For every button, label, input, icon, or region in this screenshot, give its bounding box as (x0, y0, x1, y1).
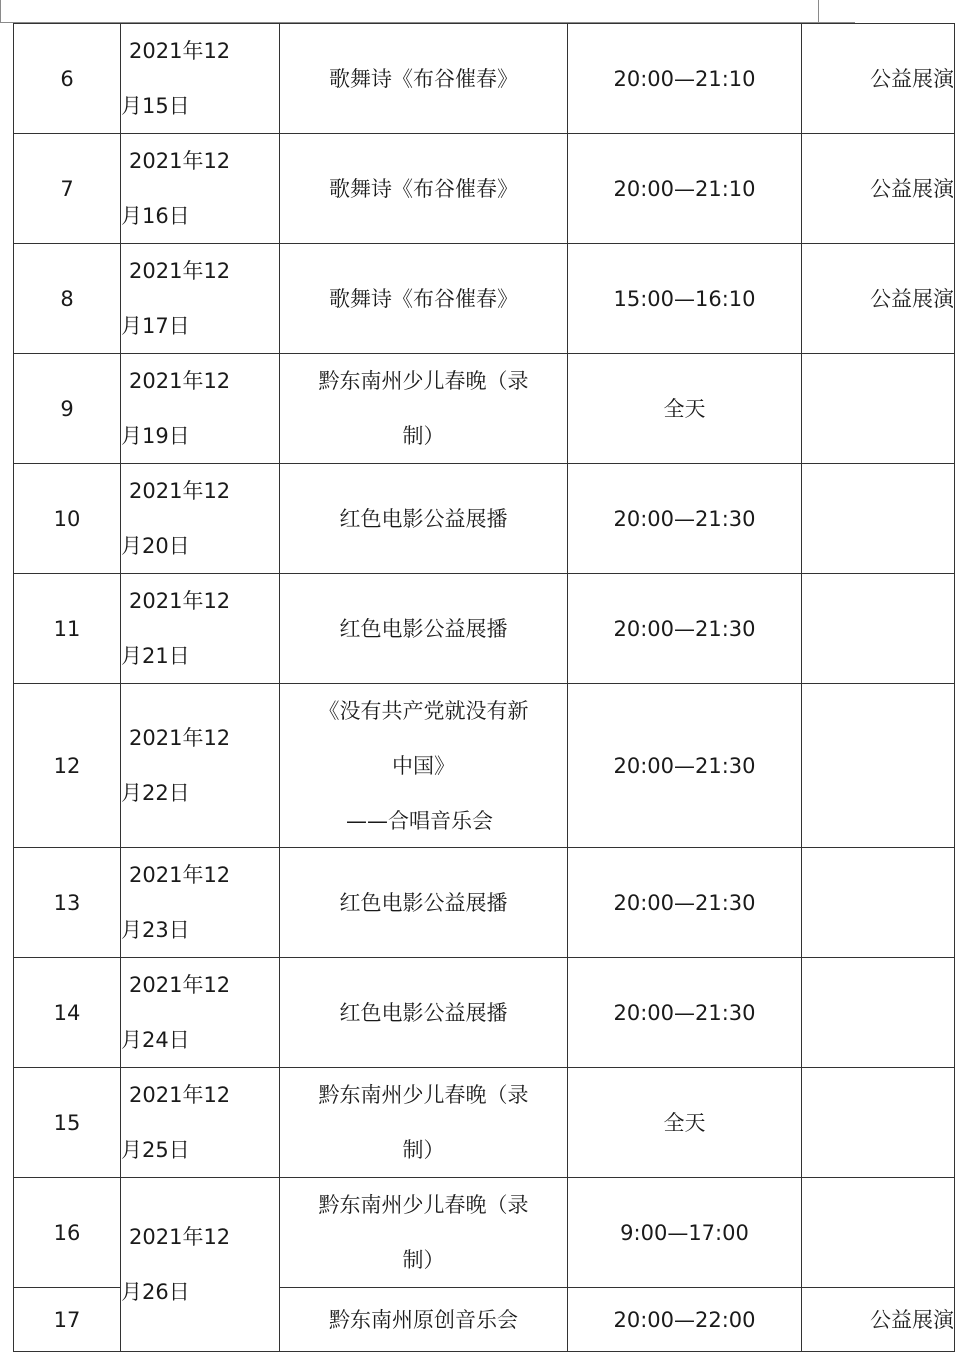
time-cell: 全天 (568, 354, 802, 464)
program-cell (280, 1288, 568, 1352)
note-cell (802, 848, 955, 958)
table-row (14, 24, 955, 134)
note-cell (802, 1178, 955, 1288)
program-line: 制） (402, 1138, 445, 1162)
date-cell (121, 574, 280, 684)
date-cell (121, 684, 280, 848)
time-cell: 20:00—21:30 (568, 848, 802, 958)
date-line-1: 2021年12 (129, 1225, 231, 1249)
note-cell (802, 1068, 955, 1178)
date-line-2: 月22日 (121, 781, 190, 805)
note-cell (802, 464, 955, 574)
time-cell: 20:00—21:30 (568, 464, 802, 574)
date-line-2: 月24日 (121, 1028, 190, 1052)
date-cell (121, 848, 280, 958)
date-cell (121, 134, 280, 244)
program-cell (280, 464, 568, 574)
date-line-1: 2021年12 (129, 1083, 231, 1107)
date-line-1: 2021年12 (129, 726, 231, 750)
program-line: 红色电影公益展播 (339, 1000, 508, 1025)
date-cell (121, 1068, 280, 1178)
time-cell: 20:00—22:00 (568, 1288, 802, 1352)
row-number: 12 (14, 684, 121, 848)
date-line-2: 月26日 (121, 1280, 190, 1304)
program-cell (280, 574, 568, 684)
note-cell (802, 574, 955, 684)
date-cell (121, 244, 280, 354)
row-number: 17 (14, 1288, 121, 1352)
note-cell: 公益展演 (802, 134, 955, 244)
date-line-1: 2021年12 (129, 973, 231, 997)
table-row (14, 1178, 955, 1288)
row-number: 8 (14, 244, 121, 354)
time-cell: 20:00—21:10 (568, 24, 802, 134)
table-row (14, 684, 955, 848)
program-line: 黔东南州少儿春晚（录 (318, 369, 529, 393)
date-line-2: 月25日 (121, 1138, 190, 1162)
note-cell (802, 354, 955, 464)
date-cell (121, 354, 280, 464)
program-line: 歌舞诗《布谷催春》 (329, 176, 518, 201)
table-row (14, 134, 955, 244)
program-line: 歌舞诗《布谷催春》 (329, 66, 518, 91)
program-line: 《没有共产党就没有新 (318, 698, 529, 723)
program-cell (280, 354, 568, 464)
note-cell: 公益展演 (802, 24, 955, 134)
program-cell (280, 684, 568, 848)
date-cell (121, 1178, 280, 1352)
time-cell: 全天 (568, 1068, 802, 1178)
program-line: ——合唱音乐会 (346, 808, 493, 833)
date-line-2: 月21日 (121, 644, 190, 668)
date-cell (121, 464, 280, 574)
row-number: 7 (14, 134, 121, 244)
table-row (14, 574, 955, 684)
date-line-2: 月17日 (121, 314, 190, 338)
note-cell (802, 958, 955, 1068)
program-line: 红色电影公益展播 (339, 616, 508, 641)
program-cell (280, 958, 568, 1068)
performance-schedule-table (13, 23, 955, 1352)
program-line: 红色电影公益展播 (339, 890, 508, 915)
row-number: 11 (14, 574, 121, 684)
time-cell: 15:00—16:10 (568, 244, 802, 354)
date-line-1: 2021年12 (129, 149, 231, 173)
date-cell (121, 24, 280, 134)
date-line-2: 月16日 (121, 204, 190, 228)
row-number: 16 (14, 1178, 121, 1288)
date-line-1: 2021年12 (129, 39, 231, 63)
date-line-1: 2021年12 (129, 369, 231, 393)
program-cell (280, 848, 568, 958)
date-line-2: 月15日 (121, 94, 190, 118)
date-line-2: 月20日 (121, 534, 190, 558)
date-line-1: 2021年12 (129, 589, 231, 613)
program-cell (280, 1178, 568, 1288)
date-line-1: 2021年12 (129, 863, 231, 887)
time-cell: 20:00—21:30 (568, 574, 802, 684)
time-cell: 20:00—21:10 (568, 134, 802, 244)
program-line: 红色电影公益展播 (339, 506, 508, 531)
table-row (14, 958, 955, 1068)
program-cell (280, 244, 568, 354)
program-cell (280, 24, 568, 134)
program-line: 黔东南州原创音乐会 (329, 1307, 518, 1332)
previous-table-edge (0, 0, 819, 23)
program-line: 制） (402, 1248, 445, 1272)
date-line-1: 2021年12 (129, 259, 231, 283)
note-cell: 公益展演 (802, 1288, 955, 1352)
program-line: 中国》 (392, 753, 455, 778)
date-line-2: 月19日 (121, 424, 190, 448)
program-line: 制） (402, 424, 445, 448)
time-cell: 20:00—21:30 (568, 684, 802, 848)
table-row (14, 1068, 955, 1178)
table-row (14, 244, 955, 354)
time-cell: 9:00—17:00 (568, 1178, 802, 1288)
table-row (14, 464, 955, 574)
previous-table-edge-cell (818, 0, 855, 23)
program-line: 黔东南州少儿春晚（录 (318, 1193, 529, 1217)
table-row (14, 354, 955, 464)
row-number: 9 (14, 354, 121, 464)
row-number: 15 (14, 1068, 121, 1178)
date-line-1: 2021年12 (129, 479, 231, 503)
note-cell: 公益展演 (802, 244, 955, 354)
row-number: 10 (14, 464, 121, 574)
date-line-2: 月23日 (121, 918, 190, 942)
note-cell (802, 684, 955, 848)
row-number: 13 (14, 848, 121, 958)
program-line: 黔东南州少儿春晚（录 (318, 1083, 529, 1107)
table-row (14, 848, 955, 958)
row-number: 6 (14, 24, 121, 134)
time-cell: 20:00—21:30 (568, 958, 802, 1068)
program-cell (280, 134, 568, 244)
program-line: 歌舞诗《布谷催春》 (329, 286, 518, 311)
program-cell (280, 1068, 568, 1178)
date-cell (121, 958, 280, 1068)
row-number: 14 (14, 958, 121, 1068)
